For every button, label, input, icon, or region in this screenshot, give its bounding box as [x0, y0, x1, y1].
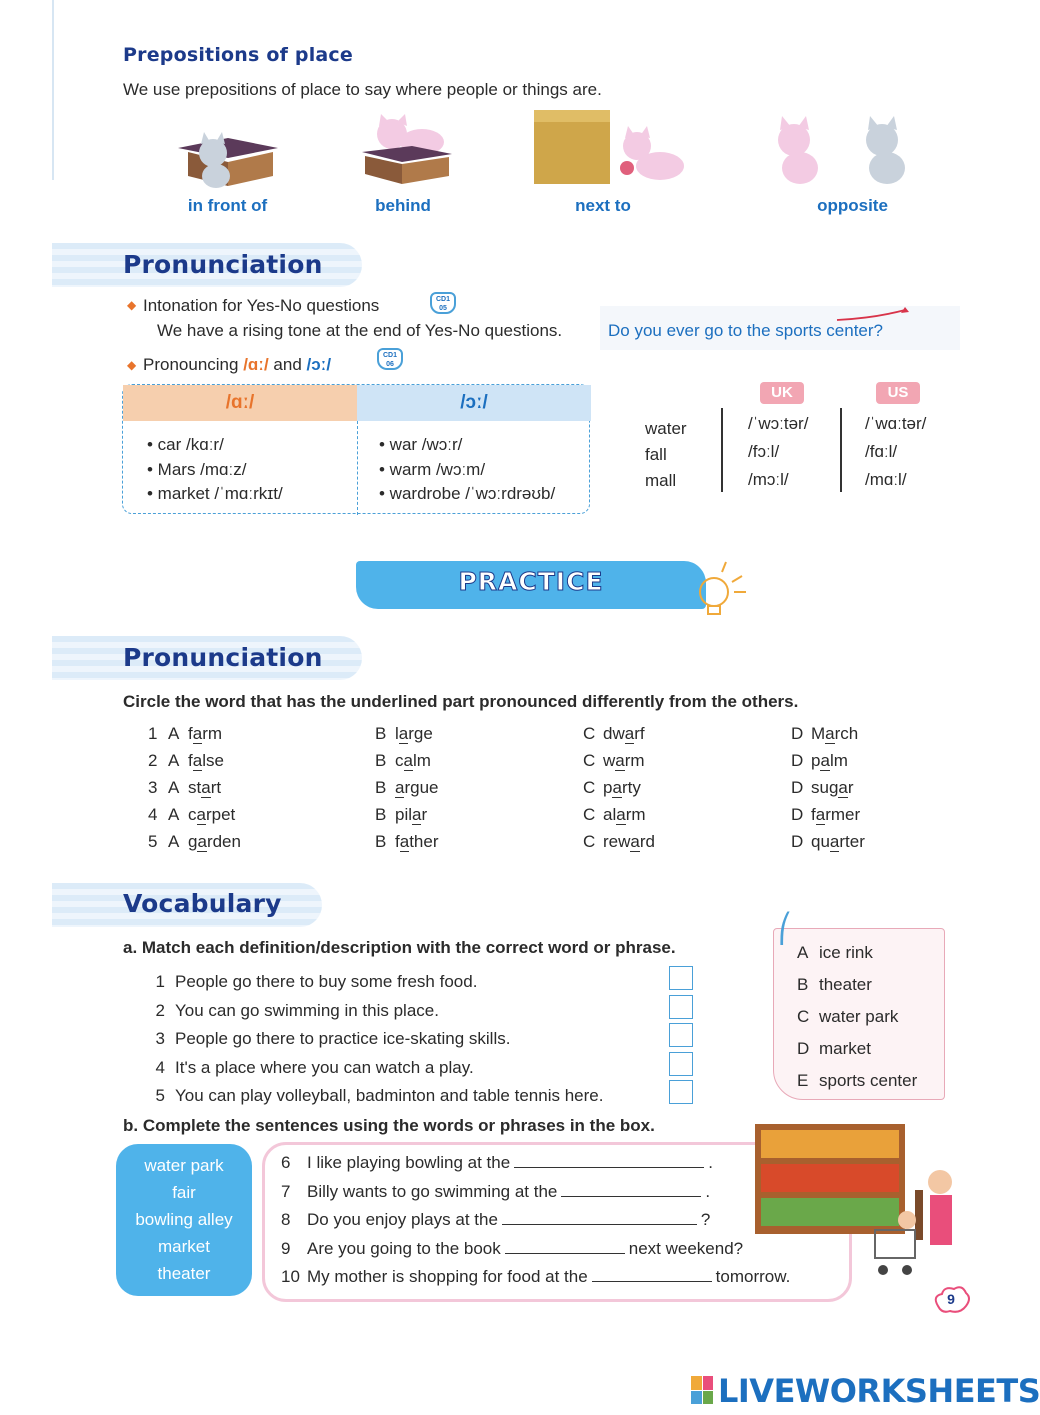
item-number: 10 [281, 1267, 300, 1286]
list-item: • Mars /mɑːz/ [147, 459, 247, 479]
compare-word: mall [645, 471, 677, 490]
practice-label: PRACTICE [458, 567, 604, 596]
uk-ipa-list [748, 410, 808, 494]
underlined-part: a [196, 805, 206, 824]
option-letter: C [583, 778, 596, 797]
word-prefix: c [188, 805, 197, 824]
question-option[interactable] [583, 805, 646, 825]
word-prefix: p [603, 778, 613, 797]
option-text: market [819, 1039, 871, 1058]
item-text: You can go swimming in this place. [175, 1000, 439, 1020]
question-option[interactable] [583, 832, 655, 852]
word-prefix: c [395, 751, 404, 770]
option-letter: A [168, 778, 180, 797]
option-letter: C [797, 1007, 810, 1026]
word-suffix: r [847, 778, 854, 797]
word-box-item: water park [144, 1156, 224, 1175]
question-option[interactable] [583, 751, 645, 771]
option-letter: A [168, 724, 180, 743]
lightbulb-icon [692, 560, 752, 625]
word-suffix: lse [202, 751, 224, 770]
sentence-item [281, 1210, 710, 1230]
fill-in-blank[interactable] [505, 1240, 625, 1254]
liveworksheets-logo-icon [691, 1376, 713, 1404]
word-suffix: rd [639, 832, 655, 851]
compare-word: fall [645, 445, 667, 464]
option-letter: B [375, 724, 387, 743]
paperclip-icon: ⎛ [778, 912, 792, 945]
option-letter: B [375, 805, 387, 824]
underlined-part: a [615, 751, 625, 770]
compare-word: water [645, 419, 687, 438]
word-suffix: rm [202, 724, 223, 743]
match-item [147, 1058, 474, 1078]
us-badge: US [876, 382, 920, 404]
option-letter: B [797, 975, 809, 994]
word-prefix: w [603, 751, 616, 770]
question-option[interactable] [791, 751, 848, 771]
item-number: 4 [155, 1057, 165, 1077]
preposition-label-in-front-of: in front of [187, 196, 268, 215]
word-prefix: g [188, 832, 198, 851]
cat-in-front-of-box-illustration [168, 118, 283, 188]
option-letter: D [791, 832, 804, 851]
sentence-start: My mother is shopping for food at the [307, 1267, 588, 1286]
underlined-part: a [624, 724, 635, 743]
item-number: 1 [155, 972, 165, 991]
item-text: People go there to practice ice-skating skills. [175, 1029, 511, 1048]
option-text: ice rink [819, 943, 873, 962]
word-prefix: rew [603, 832, 631, 851]
option-letter: D [797, 1039, 810, 1058]
word-prefix: f [395, 832, 400, 851]
question-number: 4 [148, 805, 158, 824]
option-letter: A [797, 943, 809, 962]
match-item [147, 1086, 603, 1106]
preposition-label-behind: behind [375, 196, 431, 215]
sentence-start: Are you going to the book [307, 1238, 501, 1258]
word-prefix: st [188, 778, 202, 797]
bullet-diamond-icon: ◆ [127, 358, 137, 372]
word-suffix: rf [634, 724, 645, 743]
sentence-item [281, 1153, 713, 1173]
option-text: sports center [819, 1071, 918, 1090]
underlined-part: a [825, 724, 835, 743]
underlined-part: a [616, 805, 626, 824]
word-box-item: market [158, 1237, 210, 1256]
answer-box[interactable] [669, 995, 693, 1019]
option-letter: E [797, 1071, 809, 1090]
option-letter: B [375, 751, 387, 770]
underlined-part: a [398, 724, 409, 743]
vocabulary-title: Vocabulary [123, 889, 282, 918]
question-option[interactable] [375, 778, 439, 798]
underlined-part: a [820, 751, 830, 770]
word-suffix: lm [412, 751, 431, 770]
word-prefix: pil [395, 805, 413, 824]
uk-ipa: /fɔːl/ [748, 442, 780, 461]
sentence-end: tomorrow. [715, 1267, 791, 1286]
question-option[interactable] [791, 832, 865, 852]
question-option[interactable] [148, 832, 241, 852]
word-suffix: rty [621, 778, 641, 797]
match-option [797, 975, 872, 995]
list-item: • wardrobe /ˈwɔːrdrəʊb/ [379, 484, 556, 503]
answer-box[interactable] [669, 1052, 693, 1076]
preposition-label-opposite: opposite [817, 196, 888, 215]
sentence-start: Billy wants to go swimming at the [307, 1181, 558, 1201]
word-suffix: rpet [205, 805, 236, 824]
question-option[interactable] [148, 778, 221, 798]
underlined-part: a [838, 778, 848, 797]
match-option [797, 943, 873, 963]
practice-pronunciation-title: Pronunciation [123, 643, 323, 672]
word-prefix: f [811, 805, 816, 824]
option-letter: C [583, 805, 596, 824]
option-letter: B [375, 778, 387, 797]
list-item: • market /ˈmɑːrkɪt/ [147, 484, 283, 503]
item-number: 3 [155, 1029, 165, 1048]
item-number: 5 [155, 1086, 165, 1105]
word-prefix: f [188, 724, 193, 743]
match-item [147, 972, 477, 992]
vowel-table [122, 384, 590, 514]
option-letter: A [168, 805, 180, 824]
word-suffix: rmer [825, 805, 861, 824]
option-letter: D [791, 724, 804, 743]
match-item [147, 1001, 439, 1021]
page-number: 9 [947, 1291, 955, 1307]
vowel-col1-list [147, 433, 283, 507]
fill-in-blank[interactable] [561, 1183, 701, 1197]
word-suffix: lm [829, 751, 848, 770]
cat-behind-box-illustration [357, 112, 457, 187]
word-prefix: qu [811, 832, 830, 851]
sentence-end: next weekend? [628, 1238, 744, 1258]
vocabulary-a-instruction: a. Match each definition/description with the correct word or phrase. [123, 938, 676, 957]
uk-ipa: /mɔːl/ [748, 470, 789, 489]
list-item: • war /wɔːr/ [379, 435, 463, 454]
question-option[interactable] [791, 778, 854, 798]
word-prefix: l [395, 724, 399, 743]
divider [721, 408, 723, 492]
sentence-start: Do you enjoy plays at the [307, 1210, 498, 1229]
option-letter: C [583, 751, 596, 770]
question-option[interactable] [791, 805, 860, 825]
pronouncing-heading: Pronouncing /ɑː/ and /ɔː/ [143, 355, 332, 374]
question-option[interactable] [791, 724, 858, 744]
word-box [116, 1144, 252, 1296]
underlined-part: a [403, 751, 413, 770]
word-suffix: rter [839, 832, 865, 851]
option-letter: A [168, 832, 180, 851]
sentence-start: I like playing bowling at the [307, 1153, 511, 1172]
word-suffix: rm [624, 751, 645, 770]
us-ipa: /mɑːl/ [865, 470, 907, 489]
answer-box[interactable] [669, 966, 693, 990]
fill-in-blank[interactable] [514, 1154, 704, 1168]
option-letter: D [791, 805, 804, 824]
option-letter: A [168, 751, 180, 770]
word-prefix: sug [811, 778, 839, 797]
underlined-part: a [612, 778, 622, 797]
rising-tone-text: We have a rising tone at the end of Yes-No questions. [157, 321, 563, 340]
list-item: • car /kɑːr/ [147, 435, 224, 454]
underlined-part: a [630, 832, 640, 851]
underlined-part: a [192, 751, 203, 770]
word-suffix: ther [409, 832, 439, 851]
underlined-part: a [201, 778, 211, 797]
cats-opposite-illustration [762, 110, 937, 190]
question-option[interactable] [148, 724, 222, 744]
bullet-diamond-icon: ◆ [127, 298, 137, 312]
cat-next-to-box-illustration [532, 108, 687, 188]
word-suffix: rch [834, 724, 859, 743]
word-box-item: bowling alley [135, 1210, 233, 1229]
sentence-end: . [708, 1153, 713, 1172]
question-option[interactable] [583, 778, 641, 798]
match-option [797, 1007, 898, 1027]
audio-track-icon[interactable]: CD1 06 [377, 348, 403, 371]
margin-rule [52, 0, 54, 180]
word-box-list [116, 1152, 252, 1287]
prepositions-intro: We use prepositions of place to say where people or things are. [123, 80, 602, 99]
sentence-item [281, 1239, 743, 1259]
vowel-col2-list [379, 433, 555, 507]
question-option[interactable] [375, 832, 439, 852]
word-prefix: M [811, 724, 826, 743]
compare-words [645, 416, 687, 494]
item-number: 8 [281, 1210, 291, 1229]
option-text: theater [819, 975, 872, 994]
sentence-item [281, 1182, 710, 1202]
vocabulary-b-instruction: b. Complete the sentences using the words or phrases in the box. [123, 1116, 655, 1135]
rising-arrow-icon [835, 306, 910, 324]
audio-track-icon[interactable]: CD1 05 [430, 292, 456, 315]
option-letter: C [583, 724, 596, 743]
prepositions-title: Prepositions of place [123, 44, 353, 66]
item-text: It's a place where you can watch a play. [175, 1057, 474, 1077]
item-number: 9 [281, 1238, 291, 1258]
option-letter: B [375, 832, 387, 851]
intonation-heading: Intonation for Yes-No questions [143, 296, 380, 315]
question-number: 1 [148, 724, 158, 743]
item-text: You can play volleyball, badminton and table tennis here. [175, 1086, 604, 1105]
list-item: • warm /wɔːm/ [379, 459, 486, 479]
underlined-part: a [399, 832, 410, 851]
sentence-end: . [705, 1181, 711, 1201]
pronunciation-title: Pronunciation [123, 250, 323, 279]
option-text: water park [819, 1007, 899, 1026]
question-number: 5 [148, 832, 158, 851]
word-prefix: p [811, 751, 821, 770]
preposition-label-next-to: next to [575, 196, 631, 215]
word-suffix: rden [206, 832, 241, 851]
question-number: 3 [148, 778, 158, 797]
match-option [797, 1039, 871, 1059]
word-suffix: rge [408, 724, 433, 743]
word-prefix: dw [603, 724, 625, 743]
question-option[interactable] [148, 751, 224, 771]
question-option[interactable] [583, 724, 645, 744]
word-suffix: rgue [404, 778, 439, 797]
option-letter: D [791, 778, 804, 797]
word-suffix: rm [625, 805, 646, 824]
item-number: 7 [281, 1181, 291, 1201]
sentence-item [281, 1267, 790, 1287]
question-option[interactable] [148, 805, 235, 825]
liveworksheets-brand: LIVEWORKSHEETS [718, 1372, 1040, 1410]
us-ipa-list [865, 410, 926, 494]
item-text: People go there to buy some fresh food. [175, 972, 478, 991]
question-option[interactable] [375, 805, 427, 825]
us-ipa: /ˈwɑːtər/ [865, 414, 927, 433]
question-option[interactable] [375, 751, 431, 771]
option-letter: D [791, 751, 804, 770]
word-prefix: al [603, 805, 617, 824]
item-number: 2 [155, 1000, 165, 1020]
sentence-end: ? [700, 1210, 711, 1229]
underlined-part: a [815, 805, 826, 824]
word-box-item: fair [172, 1183, 196, 1202]
underlined-part: a [412, 805, 422, 824]
divider [840, 408, 842, 492]
word-suffix: rt [210, 778, 222, 797]
rising-example: Do you ever go to the sports center? [608, 321, 883, 340]
word-suffix: r [421, 805, 428, 824]
underlined-part: a [395, 778, 405, 797]
answer-box[interactable] [669, 1080, 693, 1104]
fill-in-blank[interactable] [592, 1268, 712, 1282]
underlined-part: a [192, 724, 203, 743]
uk-badge: UK [760, 382, 804, 404]
word-box-item: theater [157, 1264, 211, 1283]
option-letter: C [583, 832, 596, 851]
match-item [147, 1029, 510, 1049]
word-prefix: f [188, 751, 193, 770]
underlined-part: a [197, 832, 207, 851]
question-option[interactable] [375, 724, 433, 744]
underlined-part: a [829, 832, 840, 851]
answer-box[interactable] [669, 1023, 693, 1047]
us-ipa: /fɑːl/ [865, 442, 898, 461]
question-number: 2 [148, 751, 158, 770]
vowel-col1-header: /ɑː/ [123, 385, 357, 421]
item-number: 6 [281, 1153, 291, 1172]
vowel-col2-header: /ɔː/ [357, 385, 591, 421]
market-stall-illustration [755, 1120, 970, 1285]
fill-in-blank[interactable] [502, 1211, 697, 1225]
practice-pronunciation-instruction: Circle the word that has the underlined part pronounced differently from the others. [123, 692, 799, 711]
uk-ipa: /ˈwɔːtər/ [748, 414, 809, 433]
match-option [797, 1071, 917, 1091]
